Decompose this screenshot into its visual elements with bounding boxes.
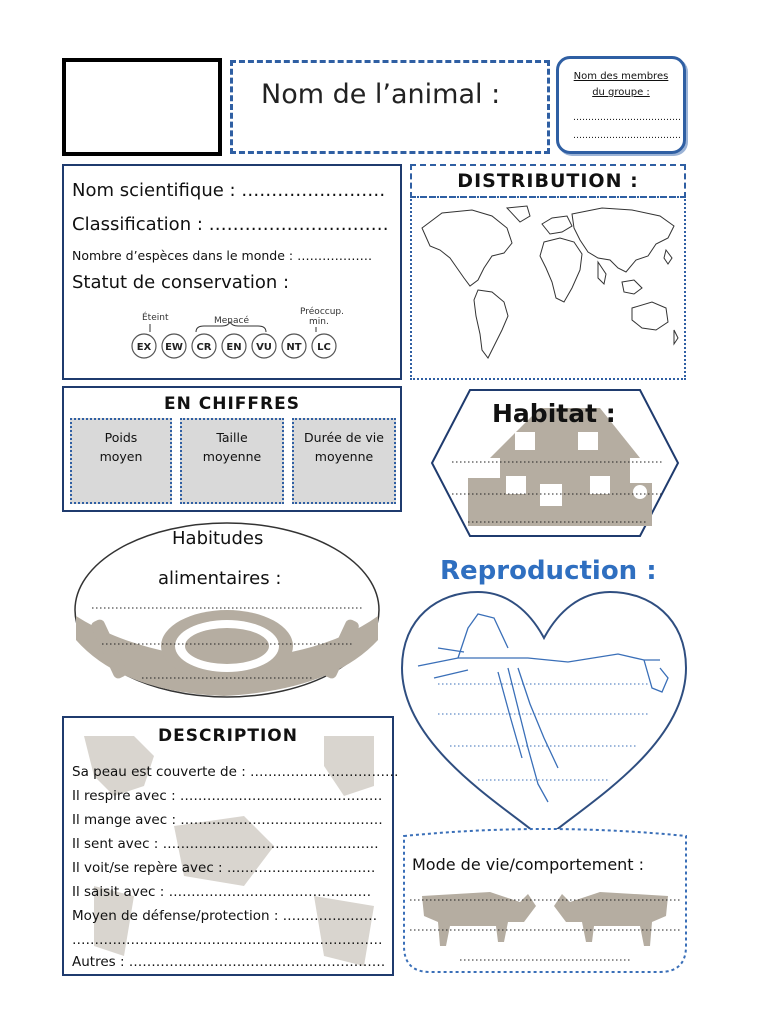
description-field[interactable]: Il sent avec : ………………………………………… — [72, 836, 379, 852]
conservation-code-ew: EW — [165, 342, 183, 353]
world-map-outline — [412, 198, 684, 378]
reproduction-title: Reproduction : — [440, 556, 657, 586]
alimentation-section[interactable] — [72, 520, 382, 700]
conservation-codes — [132, 334, 336, 358]
description-field[interactable]: Sa peau est couverte de : …………………………… — [72, 764, 399, 780]
nom-animal-box[interactable] — [230, 60, 550, 154]
description-box — [62, 716, 399, 976]
nom-animal-label: Nom de l’animal : — [261, 79, 501, 110]
stat-box-duree[interactable] — [292, 418, 396, 504]
chiffres-box — [62, 386, 402, 512]
statut-conservation-label: Statut de conservation : — [72, 272, 290, 293]
membres-line-1[interactable]: ……………………………… — [573, 113, 681, 123]
habitat-section[interactable] — [430, 388, 680, 538]
distribution-map-box[interactable] — [410, 196, 686, 380]
classification-field[interactable]: Classification : ………………………… — [72, 214, 389, 235]
distribution-header — [410, 164, 686, 198]
scale-label-menace: Menacé — [214, 316, 250, 326]
conservation-code-lc: LC — [317, 342, 331, 353]
habitat-title: Habitat : — [492, 399, 616, 428]
conservation-code-en: EN — [226, 342, 242, 353]
membres-label: Nom des membres — [573, 71, 669, 82]
stat-box-poids[interactable] — [70, 418, 172, 504]
stat-box-taille[interactable] — [180, 418, 284, 504]
photo-box[interactable] — [62, 58, 222, 156]
conservation-scale — [124, 302, 364, 366]
identity-box — [62, 164, 402, 380]
conservation-code-nt: NT — [286, 342, 302, 353]
description-field[interactable]: Moyen de défense/protection : ………………… — [72, 908, 378, 924]
conservation-code-ex: EX — [136, 342, 152, 353]
nom-scientifique-field[interactable]: Nom scientifique : …………………… — [72, 180, 386, 201]
description-field[interactable]: Autres : ………………………………………………… — [72, 954, 386, 970]
membres-label-2: du groupe : — [592, 87, 650, 98]
description-field[interactable]: …………………………………………………………… — [72, 932, 383, 948]
stat-label: moyenne — [202, 449, 262, 464]
alimentation-title-1: Habitudes — [172, 528, 264, 549]
mode-de-vie-title: Mode de vie/comportement : — [412, 855, 645, 874]
scale-label-min: min. — [309, 317, 329, 327]
chiffres-title: EN CHIFFRES — [164, 394, 300, 414]
alimentation-title-2: alimentaires : — [158, 568, 282, 589]
mode-de-vie-box[interactable] — [400, 826, 690, 976]
membres-line-2[interactable]: ……………………………… — [573, 131, 681, 141]
description-title: DESCRIPTION — [158, 726, 298, 746]
description-field[interactable]: Il voit/se repère avec : …………………………… — [72, 860, 376, 876]
stat-label: Taille — [216, 430, 248, 445]
nombre-especes-field[interactable]: Nombre d’espèces dans le monde : ……………… — [72, 248, 373, 263]
scale-label-preoccup: Préoccup. — [300, 307, 344, 317]
description-field[interactable]: Il saisit avec : ……………………………………… — [72, 884, 372, 900]
distribution-title: DISTRIBUTION : — [457, 170, 639, 192]
conservation-code-cr: CR — [196, 342, 212, 353]
stat-label: moyen — [99, 449, 143, 464]
stat-label: Poids — [104, 430, 138, 445]
membres-box[interactable] — [556, 56, 686, 154]
reproduction-heart[interactable] — [398, 588, 690, 844]
scale-label-eteint: Éteint — [142, 313, 169, 323]
conservation-code-vu: VU — [256, 342, 272, 353]
description-field[interactable]: Il mange avec : ……………………………………… — [72, 812, 383, 828]
stat-label: moyenne — [314, 449, 374, 464]
description-field[interactable]: Il respire avec : ……………………………………… — [72, 788, 383, 804]
stat-label: Durée de vie — [304, 430, 384, 445]
